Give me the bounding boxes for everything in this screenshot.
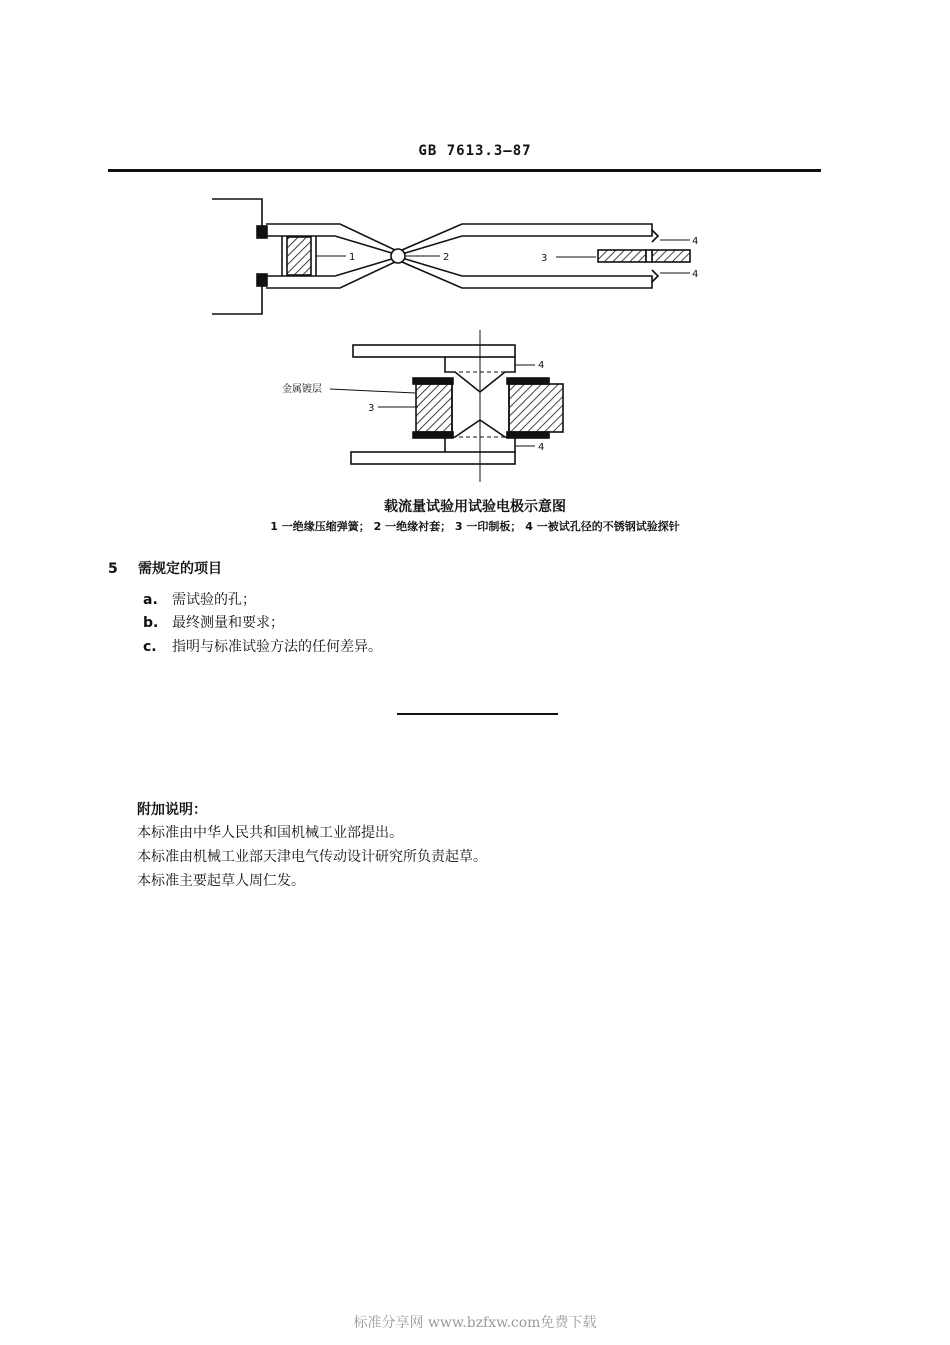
- notes-title: 附加说明：: [137, 802, 207, 818]
- pcb-plate-top: [598, 250, 646, 262]
- electrode-diagram: [0, 0, 950, 500]
- end-separator: [397, 713, 558, 715]
- label-spring: 1: [349, 252, 356, 263]
- lead-wire-bottom: [212, 285, 262, 314]
- list-item: c. 指明与标准试验方法的任何差异。: [143, 639, 382, 655]
- list-item: b. 最终测量和要求；: [143, 615, 284, 631]
- footer-watermark: 标准分享网 www.bzfxw.com免费下载: [353, 1315, 597, 1331]
- terminal-screw-top: [257, 226, 267, 238]
- insulating-bush: [391, 249, 405, 263]
- label-probe-top-1: 4: [692, 236, 699, 247]
- note-line: 本标准主要起草人周仁发。: [137, 873, 305, 889]
- upper-probe-bar: [353, 345, 515, 357]
- upper-arm-outer: [266, 224, 395, 250]
- label-plate-bottom: 3: [368, 403, 375, 414]
- label-probe-bottom-2: 4: [538, 442, 545, 453]
- standard-code: GB 7613.3—87: [418, 143, 532, 159]
- terminal-screw-bottom: [257, 274, 267, 286]
- pcb-left: [416, 384, 452, 432]
- label-probe-top-2: 4: [692, 269, 699, 280]
- lead-wire-top: [212, 199, 262, 228]
- note-line: 本标准由机械工业部天津电气传动设计研究所负责起草。: [137, 849, 487, 865]
- label-coating: 金属镀层: [282, 384, 322, 395]
- label-bush: 2: [443, 252, 450, 263]
- cross-section-view: [330, 330, 563, 482]
- figure-caption: 载流量试验用试验电极示意图: [384, 499, 566, 515]
- figure-legend: 1 一绝缘压缩弹簧； 2 一绝缘衬套； 3 一印制板； 4 一被试孔径的不锈钢试验探针: [270, 520, 680, 533]
- lower-arm-inner: [266, 258, 395, 276]
- list-item: a. 需试验的孔；: [143, 592, 256, 608]
- section-title: 需规定的项目: [138, 561, 222, 577]
- lower-arm-outer: [266, 262, 395, 288]
- label-probe-bottom-1: 4: [538, 360, 545, 371]
- upper-arm-inner: [266, 236, 395, 254]
- note-line: 本标准由中华人民共和国机械工业部提出。: [137, 825, 403, 841]
- spring: [287, 237, 311, 275]
- label-plate-top: 3: [541, 253, 548, 264]
- section-heading: [108, 558, 222, 578]
- section-number: 5: [108, 561, 118, 577]
- pcb-right: [509, 384, 563, 432]
- lower-probe-bar: [351, 452, 515, 464]
- clamp-view: [212, 199, 690, 314]
